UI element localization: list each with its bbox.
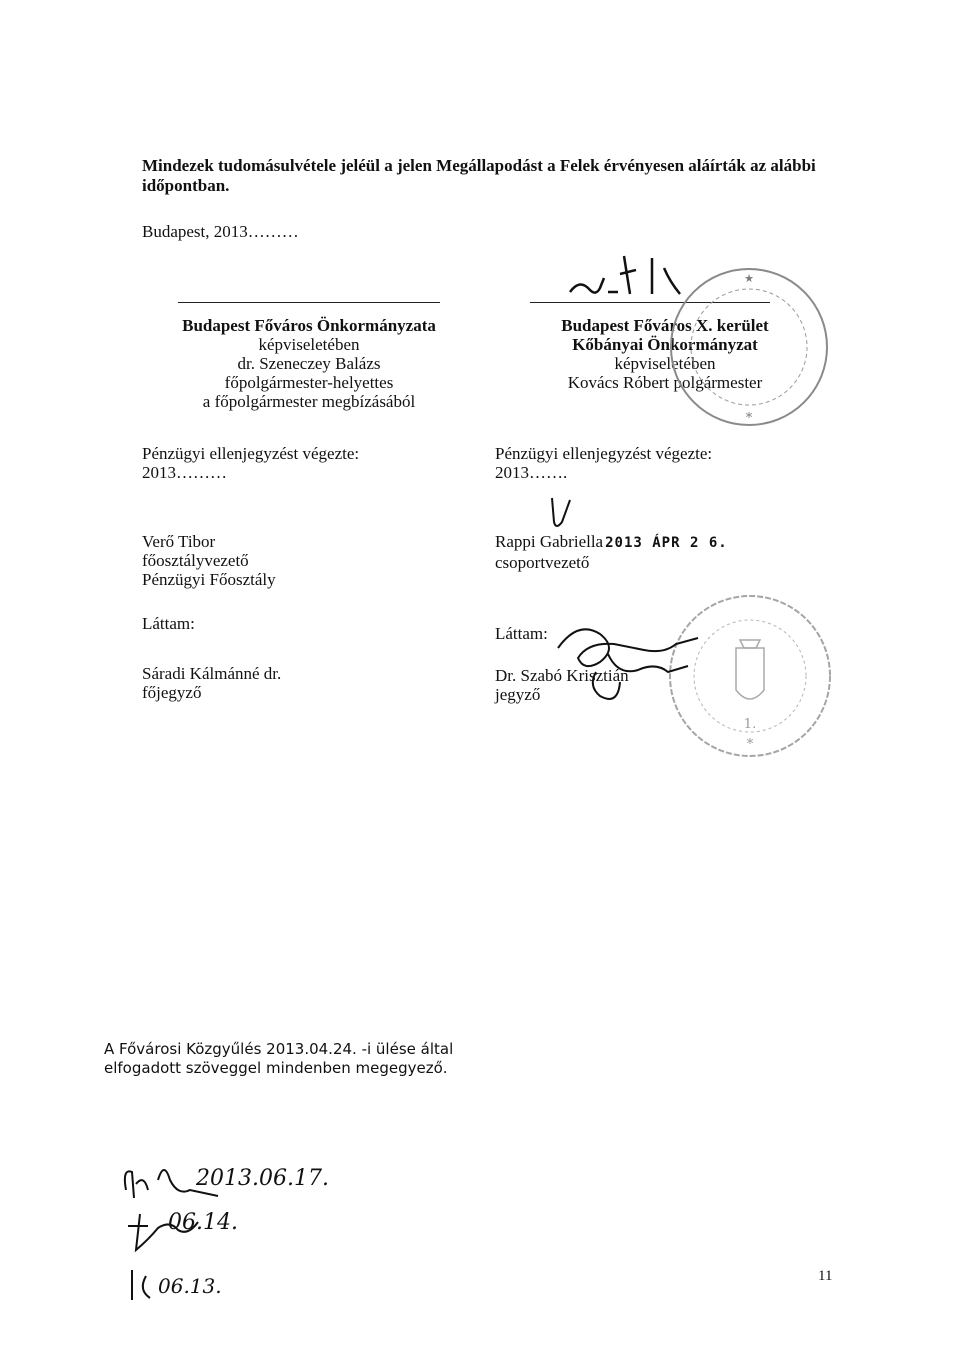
mayor-signature <box>560 248 700 308</box>
seen-right-label: Láttam: <box>495 624 548 643</box>
finance-initial-mark <box>540 492 580 536</box>
finance-right-block <box>495 444 712 482</box>
left-signatory-block <box>150 316 468 411</box>
finance-left-dept: Pénzügyi Főosztály <box>142 570 276 589</box>
finance-left-title: főosztályvezető <box>142 551 249 570</box>
received-date-stamp: 2013 ÁPR 2 6. <box>605 535 728 551</box>
left-rep-label: képviseletében <box>258 335 360 354</box>
left-mandate: a főpolgármester megbízásából <box>202 392 416 411</box>
finance-left-label: Pénzügyi ellenjegyzést végezte: <box>142 444 360 463</box>
finance-left-person <box>142 532 276 589</box>
place-date: Budapest, 2013……… <box>142 222 299 241</box>
handwritten-date-1: 2013.06.17. <box>196 1166 329 1191</box>
right-org-line2: Kőbányai Önkormányzat <box>572 335 758 354</box>
left-name: dr. Szeneczey Balázs <box>237 354 381 373</box>
seen-left-name: Sáradi Kálmánné dr. <box>142 664 282 683</box>
seen-right-name: Dr. Szabó Krisztián <box>495 666 629 685</box>
signature-line-left <box>178 302 440 303</box>
seen-right-title: jegyző <box>495 685 541 704</box>
handwritten-date-2: 06.14. <box>168 1210 238 1235</box>
assembly-note-line2: elfogadott szöveggel mindenben megegyező. <box>104 1059 448 1077</box>
finance-right-person <box>495 532 728 572</box>
right-rep-label: képviseletében <box>614 354 716 373</box>
svg-text:*: * <box>746 737 754 752</box>
svg-text:*: * <box>745 411 753 426</box>
assembly-note <box>104 1040 453 1078</box>
intro-paragraph: Mindezek tudomásulvétele jeléül a jelen Megállapodást a Felek érvényesen aláírták az alábbi időpontban. <box>142 156 816 195</box>
finance-left-block <box>142 444 359 482</box>
finance-right-label: Pénzügyi ellenjegyzést végezte: <box>495 444 713 463</box>
seen-left-block <box>142 664 281 702</box>
svg-text:★: ★ <box>744 272 754 285</box>
svg-text:1.: 1. <box>743 717 757 732</box>
finance-left-date: 2013……… <box>142 463 227 482</box>
seen-left-label: Láttam: <box>142 614 195 633</box>
left-org: Budapest Főváros Önkormányzata <box>182 316 436 335</box>
finance-right-title: csoportvezető <box>495 553 590 572</box>
finance-right-date: 2013……. <box>495 463 568 482</box>
left-title: főpolgármester-helyettes <box>224 373 394 392</box>
finance-right-name: Rappi Gabriella <box>495 532 604 551</box>
finance-left-name: Verő Tibor <box>142 532 216 551</box>
handwritten-date-3: 06.13. <box>158 1274 222 1298</box>
page-number: 11 <box>818 1268 833 1284</box>
assembly-note-line1: A Fővárosi Közgyűlés 2013.04.24. -i ülése által <box>104 1040 454 1058</box>
right-name: Kovács Róbert polgármester <box>567 373 763 392</box>
seen-left-title: főjegyző <box>142 683 202 702</box>
right-org-line1: Budapest Főváros X. kerület <box>561 316 769 335</box>
clerk-signature <box>548 614 728 710</box>
